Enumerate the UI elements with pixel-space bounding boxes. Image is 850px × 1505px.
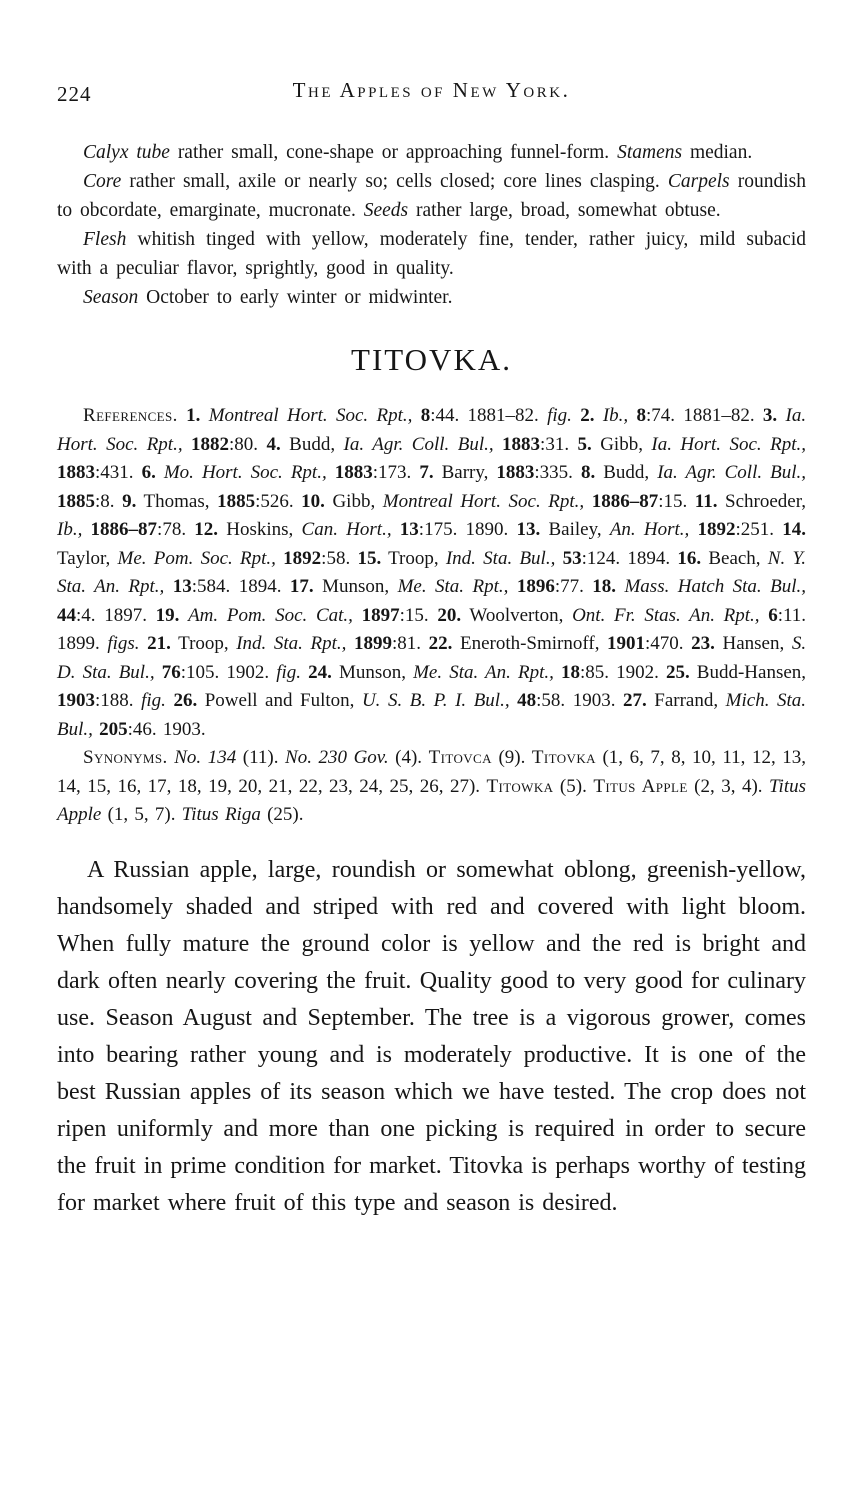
narrative-section <box>57 852 806 1222</box>
variety-heading: TITOVKA. <box>351 342 512 377</box>
description-paragraph: A Russian apple, large, roundish or somewhat oblong, greenish-yellow, handsomely shaded and striped with red and covered with light bloom. When fully mature the ground color is yellow and the red is bright and dark often nearly covering the fruit. Quality good to very good for culinary use. Season August and September. The tree is a vigorous grower, comes into bearing rather young and is moderately productive. It is one of the best Russian apples of its season which we have tested. The crop does not ripen uniformly and more than one picking is required in order to secure the fruit in prime condition for market. Titovka is perhaps worthy of testing for market where fruit of this type and season is desired. <box>57 856 806 1216</box>
core-paragraph: Core rather small, axile or nearly so; cells closed; core lines clasping. Carpels roundish to obcordate, emarginate, mucronate. Seeds rather large, broad, somewhat obtuse. <box>57 171 807 221</box>
page-header <box>57 78 806 110</box>
references-label: References. <box>83 405 178 426</box>
flesh-paragraph: Flesh whitish tinged with yellow, moderately fine, tender, rather juicy, mild subacid with a peculiar flavor, sprightly, good in quality. <box>57 229 806 279</box>
page-number: 224 <box>57 82 92 106</box>
references-paragraph <box>57 402 806 744</box>
synonyms-list: No. 134 (11). No. 230 Gov. (4). Titovca (9). Titovka (1, 6, 7, 8, 10, 11, 12, 13, 14, 15, 16, 17, 18, 19, 20, 21, 22, 23, 24, 25, 26, 27). Titowka (5). Titus Apple (2, 3, 4). Titus Apple (1, 5, 7). Titus Riga (25). <box>57 747 807 825</box>
citations-section <box>57 402 806 830</box>
calyx-paragraph: Calyx tube rather small, cone-shape or approaching funnel-form. Stamens median. <box>83 142 753 163</box>
running-title: The Apples of New York. <box>292 78 571 102</box>
synonyms-label: Synonyms. <box>83 747 168 768</box>
botanical-characters-section <box>57 138 806 312</box>
synonyms-paragraph <box>57 744 806 830</box>
references-list: 1. Montreal Hort. Soc. Rpt., 8:44. 1881–82. fig. 2. Ib., 8:74. 1881–82. 3. Ia. Hort. Soc. Rpt., 1882:80. 4. Budd, Ia. Agr. Coll. Bul., 1883:31. 5. Gibb, Ia. Hort. Soc. Rpt., 1883:431. 6. Mo. Hort. Soc. Rpt., 1883:173. 7. Barry, 1883:335. 8. Budd, Ia. Agr. Coll. Bul., 1885:8. 9. Thomas, 1885:526. 10. Gibb, Montreal Hort. Soc. Rpt., 1886–87:15. 11. Schroeder, Ib., 1886–87:78. 12. Hoskins, Can. Hort., 13:175. 1890. 13. Bailey, An. Hort., 1892:251. 14. Taylor, Me. Pom. Soc. Rpt., 1892:58. 15. Troop, Ind. Sta. Bul., 53:124. 1894. 16. Beach, N. Y. Sta. An. Rpt., 13:584. 1894. 17. Munson, Me. Sta. Rpt., 1896:77. 18. Mass. Hatch Sta. Bul., 44:4. 1897. 19. Am. Pom. Soc. Cat., 1897:15. 20. Woolverton, Ont. Fr. Stas. An. Rpt., 6:11. 1899. figs. 21. Troop, Ind. Sta. Rpt., 1899:81. 22. Eneroth-Smirnoff, 1901:470. 23. Hansen, S. D. Sta. Bul., 76:105. 1902. fig. 24. Munson, Me. Sta. An. Rpt., 18:85. 1902. 25. Budd-Hansen, 1903:188. fig. 26. Powell and Fulton, U. S. B. P. I. Bul., 48:58. 1903. 27. Farrand, Mich. Sta. Bul., 205:46. 1903. <box>57 405 807 740</box>
season-paragraph: Season October to early winter or midwinter. <box>83 287 453 308</box>
